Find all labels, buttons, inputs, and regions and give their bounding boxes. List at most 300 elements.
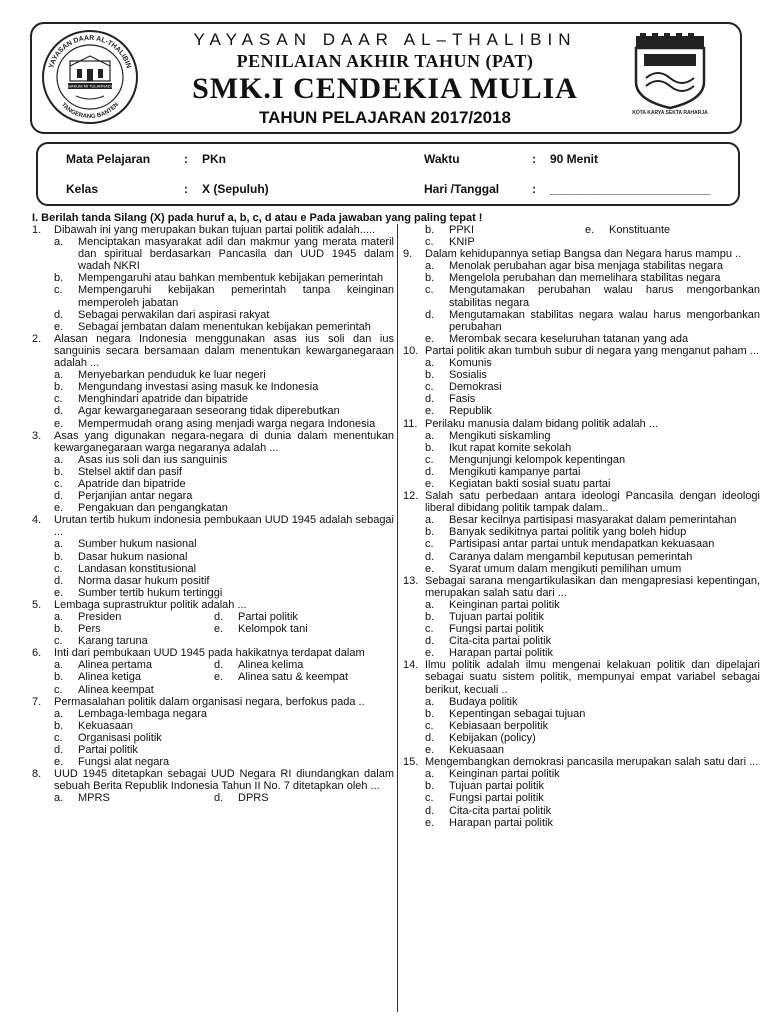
option-letter: b.: [425, 441, 435, 454]
answer-option: [32, 466, 394, 478]
answer-option: [32, 744, 394, 756]
option-text: Fungsi alat negara: [78, 756, 170, 769]
answer-option: [403, 696, 760, 708]
class-value: X (Sepuluh): [202, 182, 269, 196]
option-letter: c.: [54, 635, 63, 648]
option-text: Pengakuan dan pengangkatan: [78, 502, 228, 515]
option-text: Menciptakan masyarakat adil dan makmur yang merata materil dan spiritual berdasarkan Pancasila dan UUD 1945 dalam wadah NKRI: [78, 236, 394, 273]
option-letter: a.: [425, 695, 435, 708]
answer-option: [403, 357, 760, 369]
option-text: Mengikuti kampanye partai: [449, 465, 581, 478]
option-text: Alinea pertama: [78, 659, 152, 672]
answer-option: [32, 284, 394, 308]
question-number: 3.: [32, 429, 42, 442]
question-text: Alasan negara Indonesia menggunakan asas ius soli dan ius sanguinis secara bersamaan dalam menentukan kewarganegaraan adalah ...: [54, 332, 394, 370]
option-text: Mempermudah orang asing menjadi warga negara Indonesia: [78, 417, 376, 430]
answer-option-row: [403, 236, 760, 248]
option-text: Agar kewarganegaraan seseorang tidak diperebutkan: [78, 405, 340, 418]
option-text: Alinea kelima: [238, 659, 304, 672]
option-text: Asas ius soli dan ius sanguinis: [78, 453, 228, 466]
right-question-column: [403, 224, 760, 829]
option-text: Caranya dalam mengambil keputusan pemerintah: [449, 550, 693, 563]
option-letter: e.: [425, 477, 435, 490]
answer-option: [403, 538, 760, 550]
option-letter: e.: [425, 405, 435, 418]
answer-option: [585, 224, 745, 236]
emblem-motto: KOTA KARYA SEKTA RAHARJA: [632, 110, 708, 116]
date-colon: :: [532, 182, 536, 196]
option-text: Sebagai perwakilan dari aspirasi rakyat: [78, 308, 270, 321]
question: [32, 224, 394, 236]
answer-option: [403, 805, 760, 817]
question-number: 13.: [403, 574, 419, 587]
question: [403, 659, 760, 695]
answer-option: [54, 792, 214, 804]
answer-option: [32, 538, 394, 550]
option-text: Kebijakan (policy): [449, 731, 536, 744]
exam-info-box: [36, 142, 740, 206]
subject-value: PKn: [202, 152, 226, 166]
option-letter: d.: [425, 308, 435, 321]
option-text: Partisipasi antar partai untuk mendapatkan kekuasaan: [449, 538, 715, 551]
answer-option: [403, 260, 760, 272]
option-text: DPRS: [238, 792, 269, 805]
answer-option: [403, 744, 760, 756]
question-number: 15.: [403, 756, 419, 769]
answer-option: [32, 490, 394, 502]
option-letter: a.: [54, 611, 64, 623]
option-letter: a.: [425, 260, 435, 273]
answer-option: [54, 671, 214, 683]
answer-option: [32, 732, 394, 744]
answer-option: [403, 514, 760, 526]
option-letter: d.: [425, 635, 435, 648]
option-letter: c.: [54, 731, 63, 744]
question: [403, 248, 760, 260]
option-letter: a.: [54, 538, 64, 551]
option-text: Komunis: [449, 357, 492, 370]
option-text: Sebagai jembatan dalam menentukan kebijakan pemerintah: [78, 320, 371, 333]
answer-option: [32, 321, 394, 333]
option-letter: d.: [425, 465, 435, 478]
option-letter: d.: [425, 550, 435, 563]
option-text: Budaya politik: [449, 695, 518, 708]
answer-option: [403, 708, 760, 720]
answer-option: [54, 623, 214, 635]
school-name: SMK.I CENDEKIA MULIA: [192, 72, 578, 105]
option-text: Alinea ketiga: [78, 671, 141, 684]
left-question-column: [32, 224, 394, 805]
question-number: 2.: [32, 332, 42, 345]
question: [403, 418, 760, 430]
option-text: Stelsel aktif dan pasif: [78, 465, 182, 478]
option-letter: b.: [425, 611, 435, 623]
question-number: 14.: [403, 659, 419, 672]
option-letter: a.: [425, 598, 435, 611]
question: [32, 514, 394, 538]
option-letter: b.: [54, 623, 64, 636]
answer-option: [403, 623, 760, 635]
answer-option: [32, 502, 394, 514]
answer-option: [214, 792, 374, 804]
question-number: 5.: [32, 598, 42, 611]
option-text: Presiden: [78, 611, 122, 623]
option-letter: b.: [425, 272, 435, 285]
option-text: Fasis: [449, 393, 476, 406]
option-text: Mengunjungi kelompok kepentingan: [449, 453, 626, 466]
option-letter: d.: [54, 744, 64, 757]
option-text: Apatride dan bipatride: [78, 477, 186, 490]
instruction-line: I. Berilah tanda Silang (X) pada huruf a, b, c, d atau e Pada jawaban yang paling tepat !: [32, 212, 483, 224]
answer-option: [32, 369, 394, 381]
option-text: Landasan konstitusional: [78, 562, 197, 575]
question-text: Permasalahan politik dalam organisasi negara, berfokus pada ..: [54, 695, 365, 708]
option-letter: c.: [425, 236, 434, 249]
option-letter: d.: [214, 611, 224, 623]
option-letter: c.: [425, 792, 434, 805]
question: [403, 490, 760, 514]
answer-option-row: [32, 659, 394, 671]
question-text: Salah satu perbedaan antara ideologi Pancasila dengan ideologi liberal dibidang politik tampak dalam..: [425, 490, 760, 515]
question-text: Dalam kehidupannya setiap Bangsa dan Negara harus mampu ..: [425, 248, 742, 261]
answer-option-row: [32, 635, 394, 647]
option-text: Tujuan partai politik: [449, 780, 544, 793]
option-letter: c.: [425, 453, 434, 466]
option-letter: a.: [54, 236, 64, 249]
answer-option: [403, 635, 760, 647]
answer-option: [54, 635, 214, 647]
question-text: Ilmu politik adalah ilmu mengenai kelakuan politik dan dipelajari sebagai suatu sistem politik, mempunyai empat variabel sebagai berikut, kecuali ..: [425, 659, 760, 696]
option-letter: a.: [425, 514, 435, 527]
answer-option: [32, 381, 394, 393]
option-letter: b.: [54, 272, 64, 285]
question-text: Partai politik akan tumbuh subur di negara yang menganut paham ...: [425, 344, 759, 357]
question-text: Lembaga suprastruktur politik adalah ...: [54, 598, 247, 611]
option-letter: b.: [54, 550, 64, 563]
option-letter: e.: [425, 816, 435, 829]
option-text: Dasar hukum nasional: [78, 550, 188, 563]
option-text: Mengutamakan stabilitas negara walau harus mengorbankan perubahan: [449, 308, 760, 333]
option-letter: e.: [425, 562, 435, 575]
option-text: Syarat umum dalam mengikuti pemilihan umum: [449, 562, 682, 575]
question: [32, 647, 394, 659]
column-divider: [397, 224, 398, 1012]
option-text: Norma dasar hukum positif: [78, 574, 210, 587]
answer-option: [403, 792, 760, 804]
seal-band-text: BAKUM MI TULARNADI: [68, 83, 112, 89]
option-text: Menyebarkan penduduk ke luar negeri: [78, 369, 266, 382]
question: [32, 599, 394, 611]
option-letter: b.: [425, 369, 435, 382]
option-letter: a.: [54, 659, 64, 672]
option-letter: d.: [54, 308, 64, 321]
option-text: Kepentingan sebagai tujuan: [449, 707, 586, 720]
option-letter: b.: [425, 526, 435, 539]
answer-option: [32, 309, 394, 321]
answer-option: [32, 587, 394, 599]
option-text: Partai politik: [78, 744, 138, 757]
option-text: Cita-cita partai politik: [449, 635, 552, 648]
question-number: 9.: [403, 248, 413, 261]
answer-option: [32, 236, 394, 272]
answer-option: [403, 478, 760, 490]
option-letter: c.: [54, 284, 63, 297]
question-text: Mengembangkan demokrasi pancasila merupakan salah satu dari ...: [425, 756, 759, 769]
question-number: 4.: [32, 514, 42, 527]
answer-option: [425, 224, 585, 236]
option-text: Kekuasaan: [449, 744, 505, 757]
date-label: Hari /Tanggal: [424, 182, 500, 196]
option-letter: d.: [214, 792, 224, 805]
answer-option: [403, 563, 760, 575]
option-text: Keinginan partai politik: [449, 598, 560, 611]
option-text: Demokrasi: [449, 381, 502, 394]
question-number: 6.: [32, 647, 42, 660]
city-emblem-logo: [630, 32, 710, 116]
answer-option: [214, 671, 374, 683]
option-text: Pers: [78, 623, 101, 636]
question-text: Urutan tertib hukum indonesia pembukaan UUD 1945 adalah sebagai ...: [54, 514, 394, 539]
option-text: Lembaga-lembaga negara: [78, 707, 208, 720]
option-letter: b.: [425, 707, 435, 720]
answer-option: [403, 442, 760, 454]
answer-option-row: [32, 684, 394, 696]
option-letter: a.: [425, 429, 435, 442]
option-text: Organisasi politik: [78, 731, 162, 744]
answer-option: [32, 575, 394, 587]
option-letter: c.: [425, 538, 434, 551]
option-letter: e.: [54, 502, 64, 515]
option-text: Mengundang investasi asing masuk ke Indonesia: [78, 381, 319, 394]
option-text: Partai politik: [238, 611, 298, 623]
answer-option: [403, 369, 760, 381]
option-text: Ikut rapat komite sekolah: [449, 441, 572, 454]
option-text: Fungsi partai politik: [449, 623, 544, 636]
answer-option: [403, 551, 760, 563]
answer-option: [214, 611, 374, 623]
answer-option: [32, 756, 394, 768]
answer-option-row: [403, 224, 760, 236]
option-letter: b.: [425, 224, 435, 236]
question: [32, 333, 394, 369]
answer-option: [32, 708, 394, 720]
option-text: Konstituante: [609, 224, 671, 236]
option-letter: a.: [54, 369, 64, 382]
option-letter: b.: [54, 381, 64, 394]
subject-colon: :: [184, 152, 188, 166]
answer-option: [32, 478, 394, 490]
answer-option: [403, 381, 760, 393]
answer-option: [54, 659, 214, 671]
question-number: 11.: [403, 417, 418, 430]
answer-option: [32, 454, 394, 466]
answer-option: [403, 732, 760, 744]
question-number: 7.: [32, 695, 42, 708]
answer-option: [403, 393, 760, 405]
option-text: Keinginan partai politik: [449, 768, 560, 781]
option-letter: a.: [425, 768, 435, 781]
option-letter: e.: [425, 332, 435, 345]
answer-option: [32, 563, 394, 575]
option-letter: b.: [54, 465, 64, 478]
option-text: Alinea satu & keempat: [238, 671, 349, 684]
option-text: Mengikuti siskamling: [449, 429, 551, 442]
answer-option: [403, 309, 760, 333]
option-text: Alinea keempat: [78, 683, 154, 696]
question-number: 10.: [403, 344, 419, 357]
answer-option: [403, 720, 760, 732]
school-seal-logo: [40, 28, 140, 126]
option-letter: d.: [54, 490, 64, 503]
option-letter: a.: [54, 792, 64, 805]
option-letter: c.: [425, 623, 434, 636]
answer-option: [425, 236, 585, 248]
answer-option: [214, 659, 374, 671]
question-number: 8.: [32, 768, 42, 781]
option-letter: e.: [214, 623, 224, 636]
question: [403, 575, 760, 599]
option-text: Perjanjian antar negara: [78, 490, 193, 503]
foundation-name: YAYASAN DAAR AL–THALIBIN: [193, 30, 577, 49]
seal-top-text: YAYASAN DAAR AL-THALIBIN: [48, 34, 132, 70]
option-letter: c.: [54, 562, 63, 575]
question: [32, 430, 394, 454]
answer-option: [403, 466, 760, 478]
seal-bottom-text: TANGERANG BANTEN: [59, 102, 121, 121]
option-letter: e.: [54, 320, 64, 333]
question-text: Perilaku manusia dalam bidang politik adalah ...: [425, 417, 658, 430]
exam-title: PENILAIAN AKHIR TAHUN (PAT): [236, 51, 534, 71]
option-letter: e.: [585, 224, 595, 236]
option-text: Sosialis: [449, 369, 487, 382]
answer-option: [403, 454, 760, 466]
option-letter: e.: [214, 671, 224, 684]
option-text: Sumber tertib hukum tertinggi: [78, 586, 223, 599]
answer-option: [32, 418, 394, 430]
question-number: 12.: [403, 490, 419, 503]
time-colon: :: [532, 152, 536, 166]
answer-option-row: [32, 792, 394, 804]
option-letter: c.: [54, 683, 63, 696]
answer-option-row: [32, 611, 394, 623]
option-text: Republik: [449, 405, 492, 418]
answer-option: [32, 720, 394, 732]
answer-option-row: [32, 671, 394, 683]
option-text: Tujuan partai politik: [449, 611, 544, 623]
class-label: Kelas: [66, 182, 99, 196]
option-text: Kekuasaan: [78, 719, 134, 732]
question-text: Inti dari pembukaan UUD 1945 pada hakikatnya terdapat dalam: [54, 647, 365, 660]
question: [403, 345, 760, 357]
answer-option: [403, 647, 760, 659]
option-letter: a.: [54, 453, 64, 466]
option-letter: d.: [214, 659, 224, 672]
option-text: Sumber hukum nasional: [78, 538, 197, 551]
academic-year: TAHUN PELAJARAN 2017/2018: [259, 108, 511, 127]
option-text: Harapan partai politik: [449, 647, 553, 660]
option-text: Kelompok tani: [238, 623, 308, 636]
option-text: Kebiasaan berpolitik: [449, 719, 549, 732]
answer-option: [214, 623, 374, 635]
question: [32, 768, 394, 792]
answer-option: [403, 430, 760, 442]
option-letter: e.: [54, 586, 64, 599]
class-colon: :: [184, 182, 188, 196]
option-letter: c.: [54, 393, 63, 406]
option-letter: b.: [54, 719, 64, 732]
date-value: ________________________: [550, 182, 711, 196]
question-text: Sebagai sarana mengartikulasikan dan mengapresiasi kepentingan, merupakan salah satu dari ...: [425, 574, 760, 599]
option-letter: d.: [425, 804, 435, 817]
option-letter: e.: [425, 744, 435, 757]
option-text: Mengelola perubahan dan memelihara stabilitas negara: [449, 272, 721, 285]
answer-option: [403, 780, 760, 792]
answer-option: [54, 611, 214, 623]
question: [32, 696, 394, 708]
option-text: Mempengaruhi kebijakan pemerintah tanpa keinginan memperoleh jabatan: [78, 284, 394, 309]
time-value: 90 Menit: [550, 152, 599, 166]
option-text: Mengutamakan perubahan walau harus mengorbankan stabilitas negara: [449, 284, 760, 309]
question-number: 1.: [32, 224, 42, 236]
answer-option: [403, 526, 760, 538]
option-text: Karang taruna: [78, 635, 148, 648]
option-text: Merombak secara keseluruhan tatanan yang ada: [449, 332, 689, 345]
answer-option-row: [32, 623, 394, 635]
option-text: Besar kecilnya partisipasi masyarakat dalam pemerintahan: [449, 514, 737, 527]
question-text: Asas yang digunakan negara-negara di dunia dalam menentukan kewarganegaraan warga negaranya adalah ...: [54, 429, 394, 454]
option-letter: c.: [54, 477, 63, 490]
option-text: Banyak sedikitnya partai politik yang boleh hidup: [449, 526, 687, 539]
option-text: Mempengaruhi atau bahkan membentuk kebijakan pemerintah: [78, 272, 384, 285]
answer-option: [403, 272, 760, 284]
option-text: PPKI: [449, 224, 475, 236]
option-letter: a.: [54, 707, 64, 720]
subject-label: Mata Pelajaran: [66, 152, 151, 166]
answer-option: [32, 405, 394, 417]
option-letter: b.: [54, 671, 64, 684]
answer-option: [403, 284, 760, 308]
option-letter: c.: [425, 719, 434, 732]
answer-option: [403, 405, 760, 417]
option-letter: d.: [425, 731, 435, 744]
option-letter: c.: [425, 284, 434, 297]
answer-option: [32, 551, 394, 563]
option-text: Fungsi partai politik: [449, 792, 544, 805]
option-letter: a.: [425, 357, 435, 370]
option-letter: c.: [425, 381, 434, 394]
question-text: UUD 1945 ditetapkan sebagai UUD Negara RI diundangkan dalam sebuah Berita Republik Indonesia Tahun II No. 7 ditetapkan oleh ...: [54, 768, 394, 793]
answer-option: [403, 817, 760, 829]
option-letter: b.: [425, 780, 435, 793]
answer-option: [32, 393, 394, 405]
option-letter: d.: [54, 574, 64, 587]
option-text: Harapan partai politik: [449, 816, 553, 829]
option-letter: e.: [54, 756, 64, 769]
option-text: KNIP: [449, 236, 475, 249]
option-text: Kegiatan bakti sosial suatu partai: [449, 477, 611, 490]
option-letter: e.: [425, 647, 435, 660]
option-letter: d.: [54, 405, 64, 418]
option-letter: e.: [54, 417, 64, 430]
answer-option: [32, 272, 394, 284]
option-text: Menolak perubahan agar bisa menjaga stabilitas negara: [449, 260, 723, 273]
option-text: Menghindari apatride dan bipatride: [78, 393, 249, 406]
option-letter: d.: [425, 393, 435, 406]
option-text: Cita-cita partai politik: [449, 804, 552, 817]
answer-option: [403, 333, 760, 345]
answer-option: [403, 599, 760, 611]
answer-option: [403, 611, 760, 623]
